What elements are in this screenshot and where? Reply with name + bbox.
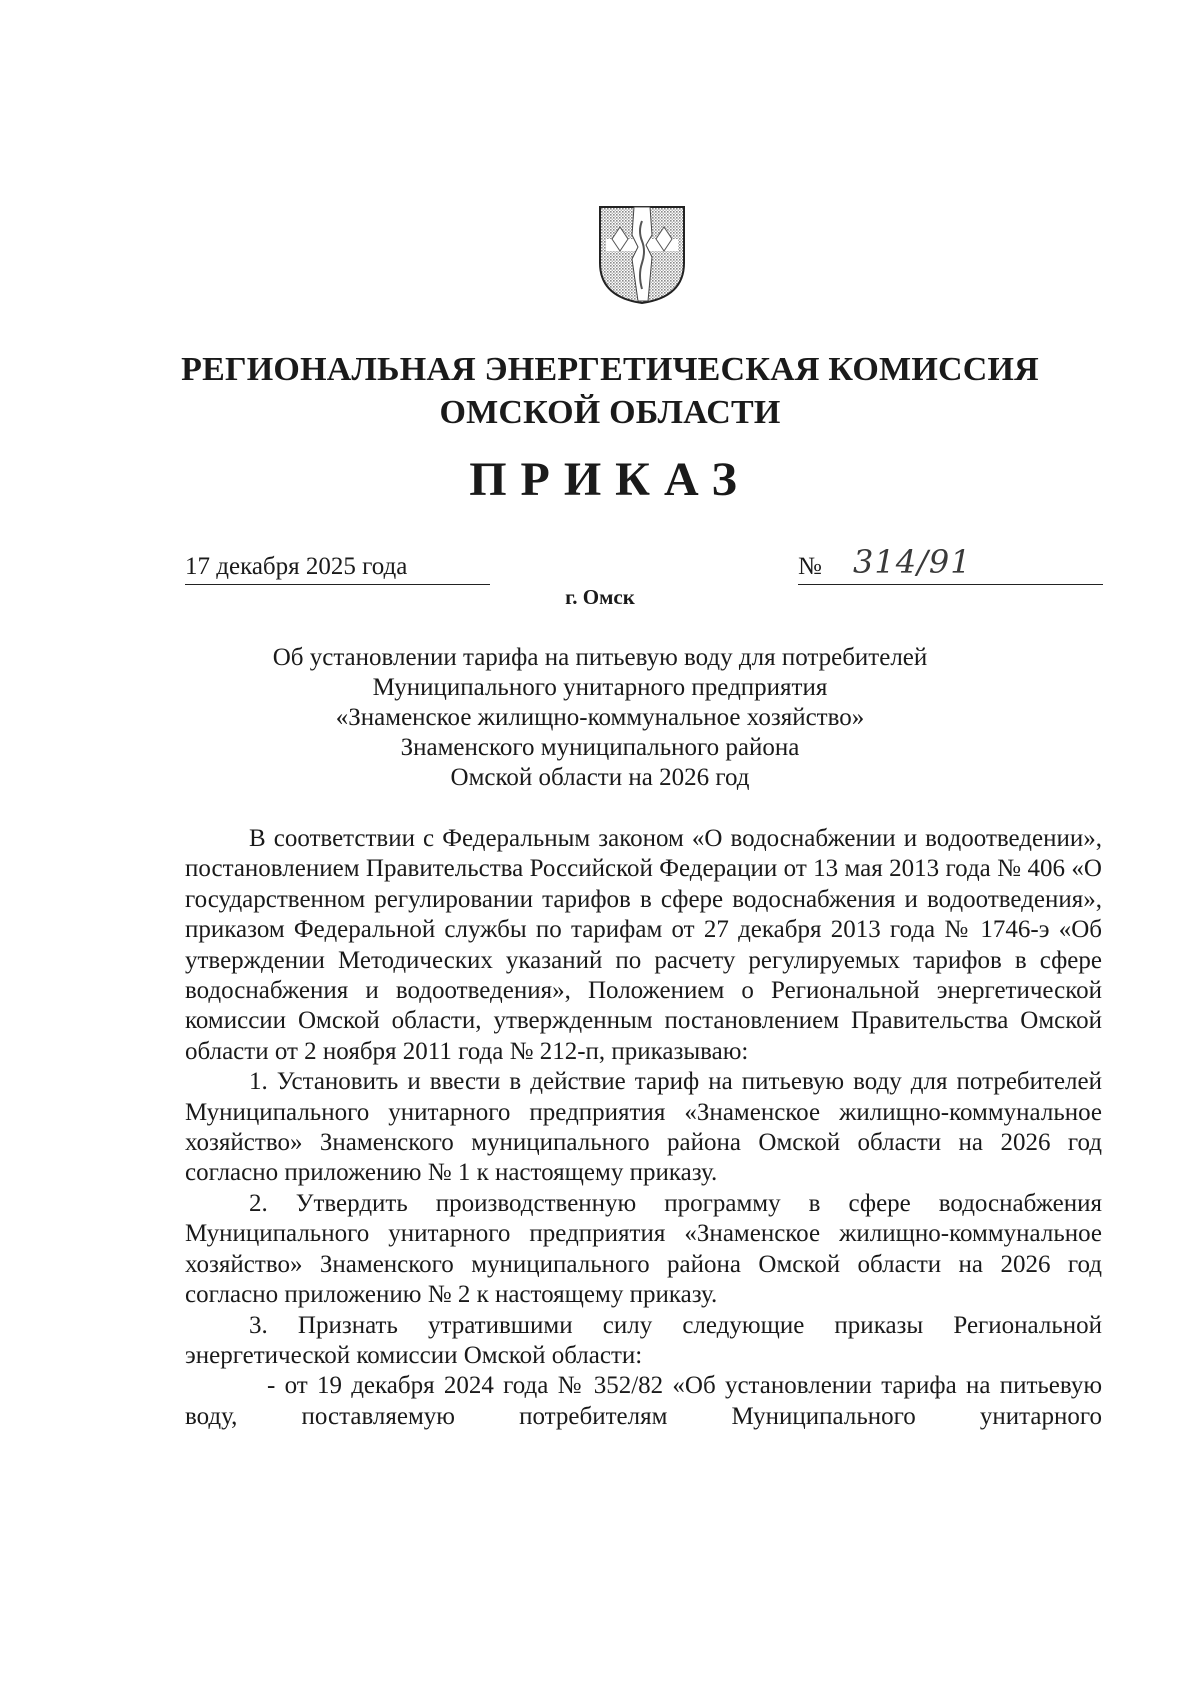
subject-line: Об установлении тарифа на питьевую воду для потребителей	[272, 644, 928, 671]
number-sign: №	[798, 553, 822, 580]
org-title-line1: РЕГИОНАЛЬНАЯ ЭНЕРГЕТИЧЕСКАЯ КОМИССИЯ	[181, 351, 1039, 388]
order-item-3-subitem-1: - от 19 декабря 2024 года № 352/82 «Об установлении тарифа на питьевую воду, поставляемую потребителям Муниципального унитарного	[185, 1372, 1102, 1430]
coat-of-arms-emblem	[598, 205, 686, 305]
order-item-1: 1. Установить и ввести в действие тариф на питьевую воду для потребителей Муниципального унитарного предприятия «Знаменское жилищно-коммунальное хозяйство» Знаменского муниципального района Омской области на 2026 год согласно приложению № 1 к настоящему приказу.	[185, 1068, 1102, 1187]
subject-line: «Знаменское жилищно-коммунальное хозяйство»	[335, 704, 865, 731]
subject-line: Знаменского муниципального района	[400, 734, 800, 761]
document-type-title: ПРИКАЗ	[469, 453, 751, 506]
order-item-3: 3. Признать утратившими силу следующие приказы Региональной энергетической комиссии Омской области:	[185, 1311, 1102, 1369]
document-subject	[180, 643, 1020, 793]
omsk-coat-of-arms-icon	[598, 205, 686, 305]
document-number-field	[798, 543, 1103, 585]
document-body	[185, 824, 1102, 1432]
subject-line: Муниципального унитарного предприятия	[372, 674, 828, 701]
document-date: 17 декабря 2025 года	[185, 552, 490, 585]
preamble-paragraph: В соответствии с Федеральным законом «О водоснабжении и водоотведении», постановлением Правительства Российской Федерации от 13 мая 2013 года № 406 «О государственном регулировании тарифов в сфере водоснабжения и водоотведения», приказом Федеральной службы по тарифам от 27 декабря 2013 года № 1746-э «Об утверждении Методических указаний по расчету регулируемых тарифов в сфере водоснабжения и водоотведения», Положением о Региональной энергетической комиссии Омской области, утвержденным постановлением Правительства Омской области от 2 ноября 2011 года № 212-п, приказываю:	[185, 825, 1102, 1065]
order-item-2: 2. Утвердить производственную программу в сфере водоснабжения Муниципального унитарного предприятия «Знаменское жилищно-коммунальное хозяйство» Знаменского муниципального района Омской области на 2026 год согласно приложению № 2 к настоящему приказу.	[185, 1189, 1102, 1309]
document-city: г. Омск	[565, 585, 635, 609]
org-title-line2: ОМСКОЙ ОБЛАСТИ	[439, 394, 781, 431]
document-number-handwritten: 314/91	[853, 543, 972, 581]
subject-line: Омской области на 2026 год	[450, 764, 750, 791]
